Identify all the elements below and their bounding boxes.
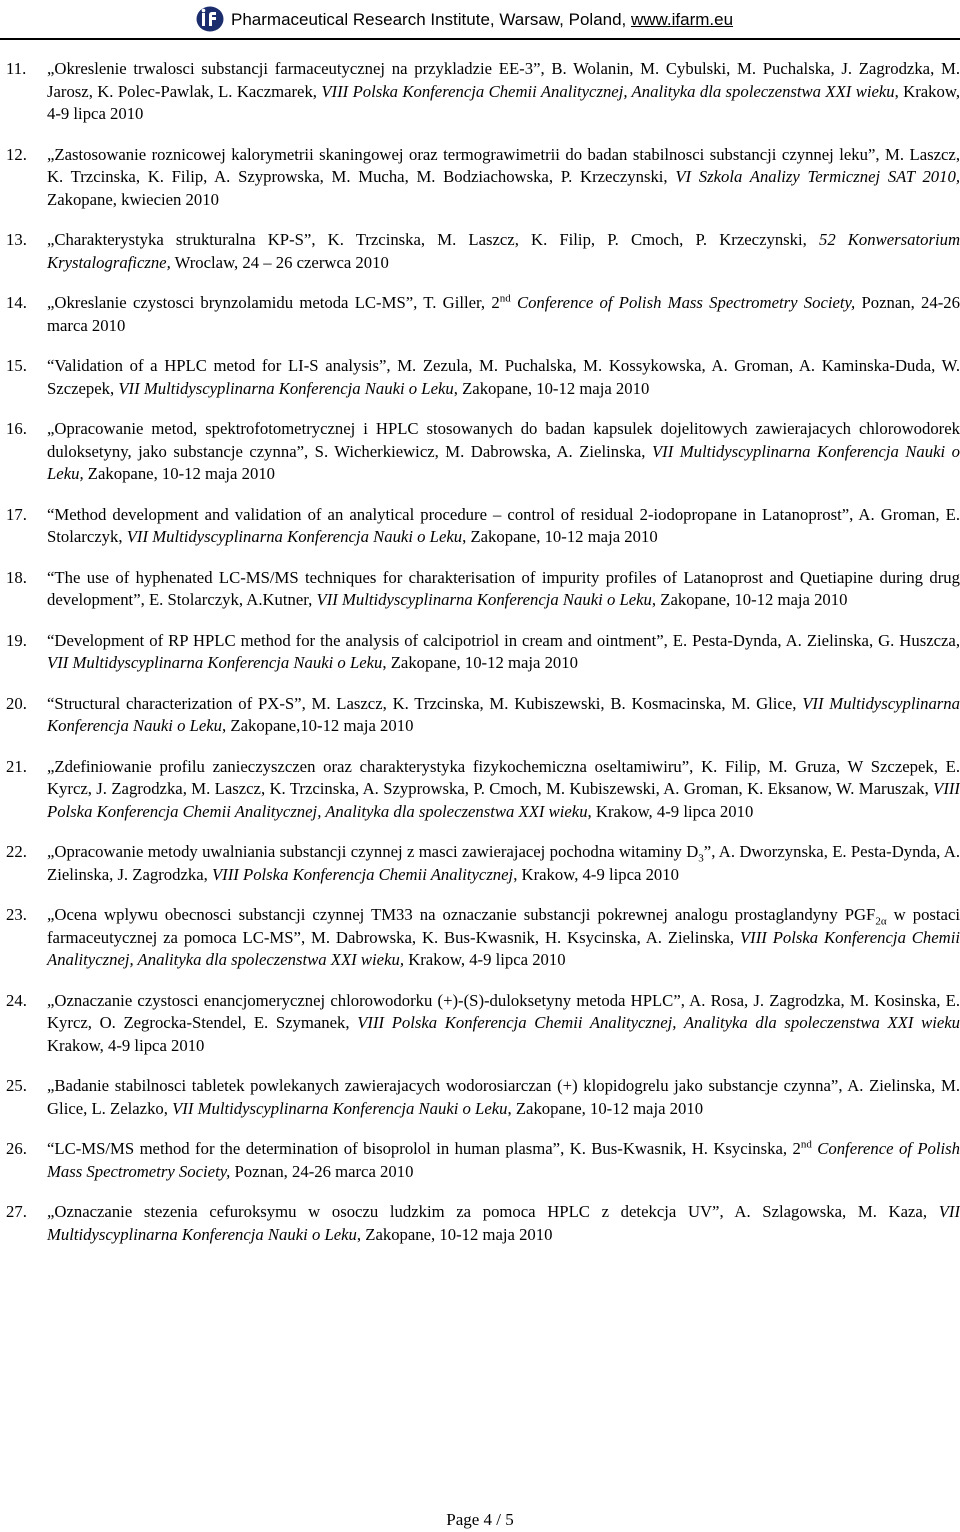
header-institute: Pharmaceutical Research Institute, Warsaw, Poland, — [231, 10, 631, 29]
reference-item — [0, 567, 960, 612]
reference-sup: nd — [800, 1138, 812, 1151]
reference-ital: Conference of Polish Mass Spectrometry Society, — [510, 293, 856, 312]
reference-ital: VIII Polska Konferencja Chemii Analitycznej — [211, 864, 514, 884]
reference-text-b: Krakow, 4-9 lipca 2010 — [404, 950, 566, 969]
reference-item — [0, 229, 960, 274]
reference-item — [0, 144, 960, 212]
reference-ital: Conference of Polish Mass Spectrometry Society, — [47, 1139, 960, 1181]
reference-text-b: Wroclaw, 24 – 26 czerwca 2010 — [170, 252, 389, 272]
reference-number: 24. — [6, 990, 27, 1010]
reference-ital: VII Multidyscyplinarna Konferencja Nauki o Leku — [316, 590, 652, 609]
reference-text-a: “Method development and validation of an analytical procedure – control of residual 2-iodopropane in Latanoprost”, A. Groman, E. Stolarczyk, — [47, 504, 960, 546]
reference-item — [0, 1075, 960, 1120]
reference-text-a: „Opracowanie metody uwalniania substancji czynnej z masci zawierajacej pochodna witaminy D — [47, 842, 699, 861]
reference-text-a: „Ocena wplywu obecnosci substancji czynnej TM33 na oznaczanie substancji pokrewnej analogu prostaglandyny PGF — [47, 905, 876, 924]
reference-text-b: Zakopane, 10-12 maja 2010 — [83, 464, 276, 483]
reference-text-b: , Zakopane, 10-12 maja 2010 — [382, 653, 578, 672]
reference-item — [0, 756, 960, 824]
reference-text-a: „Oznaczanie czystosci enancjomerycznej chlorowodorku (+)-(S)-duloksetyny metoda HPLC”, A. Rosa, J. Zagrodzka, M. Kosinska, E. Kyrcz, O. Zegrocka-Stendel, E. Szymanek, — [47, 990, 960, 1032]
reference-item — [0, 292, 960, 337]
reference-ital: VII Multidyscyplinarna Konferencja Nauki o Leku — [172, 1098, 508, 1118]
reference-list — [0, 58, 960, 1246]
reference-ital: VII Multidyscyplinarna Konferencja Nauki o Leku — [118, 378, 454, 398]
header-website-link[interactable]: www.ifarm.eu — [631, 10, 734, 29]
reference-number: 26. — [6, 1139, 27, 1158]
reference-text-b: , Zakopane, 10-12 maja 2010 — [453, 378, 650, 398]
reference-sub: 2α — [875, 915, 887, 928]
reference-number: 27. — [6, 1202, 27, 1221]
reference-number: 22. — [6, 842, 27, 861]
reference-item — [0, 1201, 960, 1246]
reference-number: 20. — [6, 693, 27, 713]
reference-text-a: „Okreslanie czystosci brynzolamidu metoda LC-MS”, T. Giller, 2 — [47, 293, 500, 312]
reference-sub: 3 — [698, 852, 704, 865]
reference-number: 25. — [6, 1076, 27, 1095]
reference-item — [0, 904, 960, 972]
reference-text-a: „Oznaczanie stezenia cefuroksymu w osoczu ludzkim za pomoca HPLC z detekcja UV”, A. Szlagowska, M. Kaza, — [47, 1202, 939, 1221]
reference-number: 17. — [6, 504, 27, 524]
reference-ital: VIII Polska Konferencja Chemii Analitycznej, Analityka dla spoleczenstwa XXI wieku — [47, 779, 960, 821]
reference-text-a: „Okreslenie trwalosci substancji farmaceutycznej na przykladzie EE-3”, B. Wolanin, M. Cybulski, M. Puchalska, J. Zagrodzka, M. Jarosz, K. Polec-Pawlak, L. Kaczmarek, — [47, 59, 960, 101]
header-divider — [0, 38, 960, 40]
reference-item — [0, 504, 960, 549]
header-text — [231, 10, 733, 30]
reference-text-b: Krakow, 4-9 lipca 2010 — [47, 1035, 205, 1055]
reference-text-a: “Validation of a HPLC metod for LI-S analysis”, M. Zezula, M. Puchalska, M. Kossykowska, A. Groman, A. Kaminska-Duda, W. Szczepek, — [47, 356, 960, 398]
reference-ital: VII Multidyscyplinarna Konferencja Nauki o Leku — [126, 527, 463, 546]
reference-text-b: Poznan, 24-26 marca 2010 — [47, 293, 960, 335]
reference-item — [0, 355, 960, 400]
reference-number: 14. — [6, 293, 27, 312]
reference-number: 16. — [6, 419, 27, 438]
reference-text-b: , Krakow, 4-9 lipca 2010 — [47, 81, 960, 123]
reference-text-a: „Zastosowanie roznicowej kalorymetrii skaningowej oraz termograwimetrii do badan stabilnosci substancji czynnej leku”, M. Laszcz, K. Trzcinska, K. Filip, A. Szyprowska, M. Mucha, M. Bodziachowska, P. Krzeczynski, — [47, 144, 960, 186]
reference-text-a: “Development of RP HPLC method for the analysis of calcipotriol in cream and ointment”, E. Pesta-Dynda, A. Zielinska, G. Huszcza, — [47, 630, 960, 650]
reference-ital: VIII Polska Konferencja Chemii Analitycznej, Analityka dla spoleczenstwa XXI wieku — [321, 81, 895, 101]
reference-number: 12. — [6, 144, 27, 164]
reference-item — [0, 990, 960, 1058]
reference-text-b: , Zakopane, 10-12 maja 2010 — [651, 590, 848, 609]
reference-text-b: , Zakopane,10-12 maja 2010 — [222, 716, 414, 735]
reference-text-a: „Charakterystyka strukturalna KP-S”, K. Trzcinska, M. Laszcz, K. Filip, P. Cmoch, P. Krzeczynski, — [47, 230, 819, 249]
reference-text-b: , Krakow, 4-9 lipca 2010 — [587, 801, 754, 821]
reference-text-b: , Zakopane, 10-12 maja 2010 — [507, 1098, 704, 1118]
page-number: Page 4 / 5 — [446, 1510, 514, 1529]
reference-ital: VII Multidyscyplinarna Konferencja Nauki o Leku — [47, 693, 960, 735]
reference-text-b: , Zakopane, 10-12 maja 2010 — [356, 1224, 553, 1244]
reference-ital: VII Multidyscyplinarna Konferencja Nauki o Leku — [47, 1202, 960, 1244]
reference-item — [0, 630, 960, 675]
reference-text-b: , Zakopane, 10-12 maja 2010 — [462, 527, 658, 546]
reference-ital: VII Multidyscyplinarna Konferencja Nauki o Leku, — [47, 441, 960, 483]
reference-ital: VI Szkola Analizy Termicznej SAT 2010, — [675, 167, 960, 186]
reference-ital: VII Multidyscyplinarna Konferencja Nauki o Leku — [47, 653, 383, 672]
reference-number: 23. — [6, 905, 27, 924]
reference-ital: 52 Konwersatorium Krystalograficzne, — [47, 230, 960, 272]
reference-number: 21. — [6, 756, 27, 776]
reference-text-a: “LC-MS/MS method for the determination of bisoprolol in human plasma”, K. Bus-Kwasnik, H. Ksycinska, 2 — [47, 1139, 801, 1158]
reference-text-a: „Zdefiniowanie profilu zanieczyszczen oraz charakterystyka fizykochemiczna oseltamiwiru”, K. Filip, M. Gruza, W Szczepek, E. Kyrcz, J. Zagrodzka, M. Laszcz, K. Trzcinska, A. Szyprowska, P. Cmoch, M. Kubiszewski, A. Groman, K. Eksanow, W. Maruszak, — [47, 756, 960, 798]
reference-text-a: “The use of hyphenated LC-MS/MS techniques for charakterisation of impurity profiles of Latanoprost and Quetiapine during drug development”, E. Stolarczyk, A.Kutner, — [47, 567, 960, 609]
reference-number: 13. — [6, 230, 27, 249]
reference-item — [0, 693, 960, 738]
reference-number: 19. — [6, 630, 27, 650]
page-header — [0, 0, 960, 40]
reference-item — [0, 418, 960, 486]
reference-item — [0, 58, 960, 126]
reference-item — [0, 841, 960, 886]
reference-text-a: „Badanie stabilnosci tabletek powlekanych zawierajacych wodorosiarczan (+) klopidogrelu jako substancje czynna”, A. Zielinska, M. Glice, L. Zelazko, — [47, 1076, 960, 1118]
reference-ital: VIII Polska Konferencja Chemii Analitycznej, Analityka dla spoleczenstwa XXI wieku, — [47, 927, 960, 969]
reference-sup: nd — [499, 292, 511, 305]
reference-text-b: , Krakow, 4-9 lipca 2010 — [513, 864, 679, 884]
reference-text-a2: ”, A. Dworzynska, E. Pesta-Dynda, A. Zielinska, J. Zagrodzka, — [47, 842, 960, 884]
ifarm-logo-icon — [196, 6, 224, 32]
reference-text-b: Poznan, 24-26 marca 2010 — [230, 1161, 414, 1181]
reference-text-a: „Opracowanie metod, spektrofotometrycznej i HPLC stosowanych do badan kapsulek dojelitowych zawierajacych chlorowodorek duloksetyny, jako substancje czynna”, S. Wicherkiewicz, M. Dabrowska, A. Zielinska, — [47, 419, 960, 461]
reference-number: 15. — [6, 356, 27, 375]
reference-text-b: Zakopane, kwiecien 2010 — [47, 189, 219, 209]
reference-item — [0, 1138, 960, 1183]
reference-number: 18. — [6, 567, 27, 587]
reference-text-a2: w postaci farmaceutycznej za pomoca LC-MS”, M. Dabrowska, K. Bus-Kwasnik, H. Ksycinska, A. Zielinska, — [47, 905, 960, 947]
reference-number: 11. — [6, 59, 27, 78]
reference-text-a: “Structural characterization of PX-S”, M. Laszcz, K. Trzcinska, M. Kubiszewski, B. Kosmacinska, M. Glice, — [47, 693, 803, 713]
reference-ital: VIII Polska Konferencja Chemii Analitycznej, Analityka dla spoleczenstwa XXI wieku — [357, 1013, 960, 1032]
